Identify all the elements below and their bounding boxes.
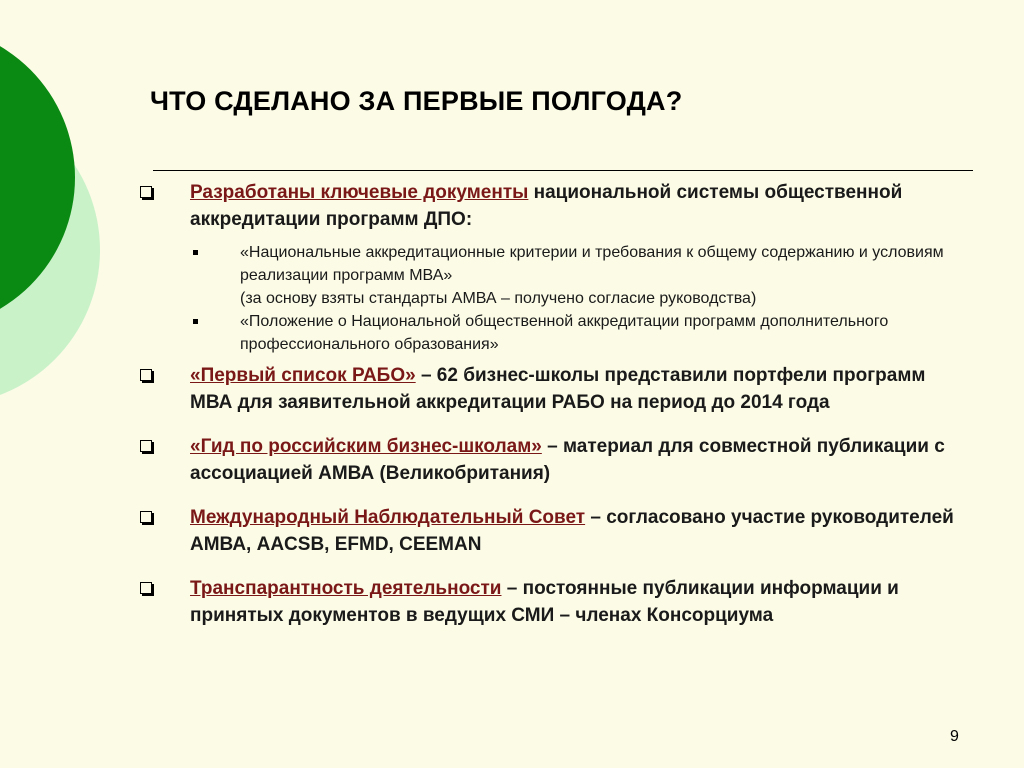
checkbox-icon (140, 440, 152, 452)
bullet-item (138, 504, 958, 558)
bullet-highlight: «Гид по российским бизнес-школам» (190, 436, 542, 457)
bullet-item (138, 179, 958, 356)
bullet-item (138, 433, 958, 487)
square-bullet-icon (193, 250, 198, 255)
bullet-highlight: «Первый список РАБО» (190, 365, 416, 386)
bullet-highlight: Транспарантность деятельности (190, 578, 502, 599)
bullet-text: – 62 бизнес-школы представили портфели программ МВА для заявительной аккредитации РАБО на период до 2014 года (190, 365, 926, 413)
sub-list-item (190, 241, 958, 310)
sub-list-item (190, 310, 958, 356)
bullet-item (138, 575, 958, 629)
sub-item-text: «Национальные аккредитационные критерии и требования к общему содержанию и условиям реализации программ МВА» (240, 244, 944, 284)
checkbox-icon (140, 582, 152, 594)
page-number: 9 (950, 728, 959, 745)
slide-title: ЧТО СДЕЛАНО ЗА ПЕРВЫЕ ПОЛГОДА? (150, 86, 683, 116)
sub-item-text: «Положение о Национальной общественной аккредитации программ дополнительного профессионального образования» (240, 313, 889, 353)
sub-list (190, 241, 958, 356)
square-bullet-icon (193, 319, 198, 324)
bullet-text: национальной системы общественной аккредитации программ ДПО: (190, 182, 903, 230)
checkbox-icon (140, 511, 152, 523)
title-divider (153, 170, 973, 171)
bullet-highlight: Международный Наблюдательный Совет (190, 507, 586, 528)
bullet-item (138, 362, 958, 416)
checkbox-icon (140, 369, 152, 381)
bullet-highlight: Разработаны ключевые документы (190, 182, 529, 203)
bullet-list (138, 179, 958, 629)
bullet-text: – материал для совместной публикации с ассоциацией АМВА (Великобритания) (190, 436, 945, 484)
bullet-text: – постоянные публикации информации и принятых документов в ведущих СМИ – членах Консорциума (190, 578, 899, 626)
checkbox-icon (140, 186, 152, 198)
bullet-text: – согласовано участие руководителей АМВА, AACSB, EFMD, CEEMAN (190, 507, 954, 555)
sub-item-note: (за основу взяты стандарты АМВА – получено согласие руководства) (240, 290, 757, 307)
